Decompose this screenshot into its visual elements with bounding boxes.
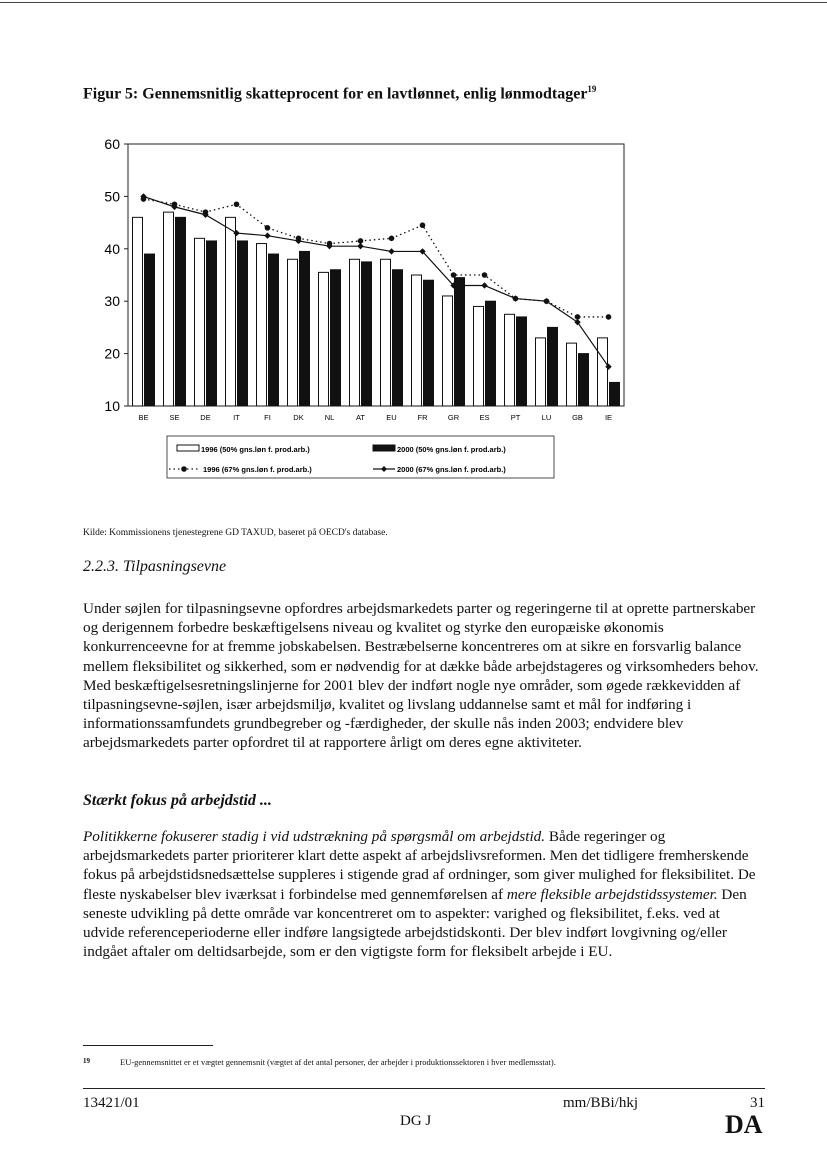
footnote-marker: 19: [83, 1057, 90, 1065]
point-1996-67: [575, 314, 581, 320]
bar-1996-50: [133, 217, 143, 406]
bar-2000-50: [269, 254, 279, 406]
x-tick-label: FR: [417, 413, 428, 422]
bar-2000-50: [331, 270, 341, 406]
point-2000-67: [264, 233, 270, 239]
bar-2000-50: [393, 270, 403, 406]
legend-label: 1996 (50% gns.løn f. prod.arb.): [201, 445, 310, 454]
bar-1996-50: [598, 338, 608, 406]
x-tick-label: FI: [264, 413, 271, 422]
bar-2000-50: [486, 301, 496, 406]
legend-label: 2000 (67% gns.løn f. prod.arb.): [397, 465, 506, 474]
bar-2000-50: [207, 241, 217, 406]
point-2000-67: [388, 248, 394, 254]
legend-swatch-2000-50: [373, 445, 395, 451]
bar-1996-50: [536, 338, 546, 406]
tax-rate-chart: [90, 130, 635, 495]
point-1996-67: [482, 272, 488, 278]
y-tick-label: 60: [104, 136, 120, 152]
paragraph-adaptability: Under søjlen for tilpasningsevne opfordres arbejdsmarkedets parter og regeringerne til at oprette partnerskaber og derigennem forbedre beskæftigelsens niveau og kvalitet og styrke den europæiske økonomis konkurrenceevne for at fremme jobskabelsen. Bestræbelserne koncentreres om at sikre en forsvarlig balance mellem fleksibilitet og sikkerhed, som er nødvendig for at dække både arbejdstageres og virksomheders behov. Med beskæftigelsesretningslinjerne for 2001 blev der indført nogle nye områder, som øgede rækkevidden af tilpasningsevne-søjlen, især arbejdsmiljø, kvalitet og livslang uddannelse samt et mål for indføring i informationssamfundets grundbegreber og -færdigheder, der skulle nås inden 2003; endvidere blev arbejdsmarkedets parter opfordret til at rapportere årligt om deres egne aktiviteter.: [83, 600, 759, 752]
y-tick-label: 20: [104, 345, 120, 362]
bar-2000-50: [238, 241, 248, 406]
bar-1996-50: [195, 238, 205, 406]
y-tick-label: 10: [104, 398, 120, 414]
figure-title: [83, 84, 596, 103]
bar-1996-50: [319, 272, 329, 406]
bar-1996-50: [474, 306, 484, 406]
x-tick-label: GB: [572, 413, 583, 422]
figure-title-text: Figur 5: Gennemsnitlig skatteprocent for en lavtlønnet, enlig lønmodtager: [83, 85, 588, 103]
bar-1996-50: [257, 244, 267, 406]
point-1996-67: [420, 222, 426, 228]
bar-2000-50: [610, 382, 620, 406]
bar-1996-50: [164, 212, 174, 406]
legend-label: 2000 (50% gns.løn f. prod.arb.): [397, 445, 506, 454]
top-rule: [0, 2, 827, 3]
bar-2000-50: [300, 251, 310, 406]
footer-code: mm/BBi/hkj: [563, 1095, 639, 1111]
bar-2000-50: [579, 354, 589, 406]
x-tick-label: GR: [447, 413, 460, 422]
x-tick-label: DE: [200, 413, 211, 422]
x-tick-label: PT: [510, 413, 521, 422]
x-tick-label: SE: [169, 413, 180, 422]
footnote-text: EU-gennemsnittet er et vægtet gennemsnit (vægtet af det antal personer, der arbejder i produktionssektoren i hver medlemsstat).: [120, 1057, 556, 1067]
x-tick-label: IT: [233, 413, 240, 422]
subheading: Stærkt fokus på arbejdstid ...: [83, 792, 272, 809]
bar-2000-50: [548, 327, 558, 406]
legend-label: 1996 (67% gns.løn f. prod.arb.): [203, 465, 312, 474]
point-1996-67: [358, 238, 364, 244]
bar-2000-50: [145, 254, 155, 406]
footer-language: DA: [725, 1110, 763, 1139]
chart-source: Kilde: Kommissionens tjenestegrene GD TAXUD, baseret på OECD's database.: [83, 528, 388, 538]
y-tick-label: 40: [104, 240, 120, 257]
x-tick-label: ES: [479, 413, 490, 422]
section-title: 2.2.3. Tilpasningsevne: [83, 558, 227, 575]
point-1996-67: [265, 225, 271, 231]
bar-1996-50: [443, 296, 453, 406]
bar-1996-50: [288, 259, 298, 406]
point-1996-67: [606, 314, 612, 320]
bar-1996-50: [412, 275, 422, 406]
bar-1996-50: [505, 314, 515, 406]
legend-marker-1996-67: [181, 466, 187, 472]
y-tick-label: 30: [104, 293, 120, 310]
bar-2000-50: [362, 262, 372, 406]
x-tick-label: LU: [541, 413, 552, 422]
x-tick-label: AT: [355, 413, 366, 422]
x-tick-label: NL: [324, 413, 335, 422]
point-2000-67: [357, 243, 363, 249]
footer-doc-number: 13421/01: [83, 1095, 140, 1111]
x-tick-label: BE: [138, 413, 149, 422]
bar-2000-50: [517, 317, 527, 406]
bar-2000-50: [424, 280, 434, 406]
bar-2000-50: [455, 278, 465, 406]
paragraph-emphasis: mere fleksible arbejdstidssystemer.: [506, 885, 718, 903]
bar-1996-50: [381, 259, 391, 406]
footer-page-number: 31: [750, 1095, 765, 1111]
point-1996-67: [234, 201, 240, 207]
bar-2000-50: [176, 217, 186, 406]
y-tick-label: 50: [104, 188, 120, 205]
x-tick-label: DK: [293, 413, 304, 422]
paragraph-lead: Politikkerne fokuserer stadig i vid udstrækning på spørgsmål om arbejdstid.: [83, 828, 546, 845]
bar-1996-50: [350, 259, 360, 406]
legend-swatch-1996-50: [177, 445, 199, 451]
point-1996-67: [451, 272, 457, 278]
point-2000-67: [481, 282, 487, 288]
footer-rule: [83, 1088, 765, 1089]
paragraph-part1: Både regeringer og arbejdsmarkedets parter prioriterer klart dette aspekt af arbejdslivsreformen. Men det tidligere fremherskende fokus på arbejdstidsnedsættelse suppleres i stigende grad af ordninger, som giver mulighed for fleksibilitet. De fleste nyskabelser blev iværksat i forbindelse med gennemførelsen af: [83, 828, 756, 903]
x-tick-label: EU: [386, 413, 397, 422]
bar-1996-50: [226, 217, 236, 406]
paragraph-working-time: [83, 827, 763, 961]
bar-1996-50: [567, 343, 577, 406]
point-1996-67: [389, 236, 395, 242]
footer-dg: DG J: [400, 1113, 432, 1129]
x-tick-label: IE: [604, 413, 613, 422]
point-2000-67: [543, 298, 549, 304]
paragraph-part2: Den seneste udvikling på dette område var koncentreret om to aspekter: varighed og fleksibilitet, f.eks. ved at udvide referenceperioderne eller indføre langsigtede arbejdstidskonti. Der blev indført lovgivning og/eller indgået aftaler om deltidsarbejde, som er den vigtigste form for fleksibelt arbejde i EU.: [83, 885, 747, 961]
footnote-ref: 19: [587, 84, 597, 94]
footnote-separator: [83, 1045, 213, 1046]
